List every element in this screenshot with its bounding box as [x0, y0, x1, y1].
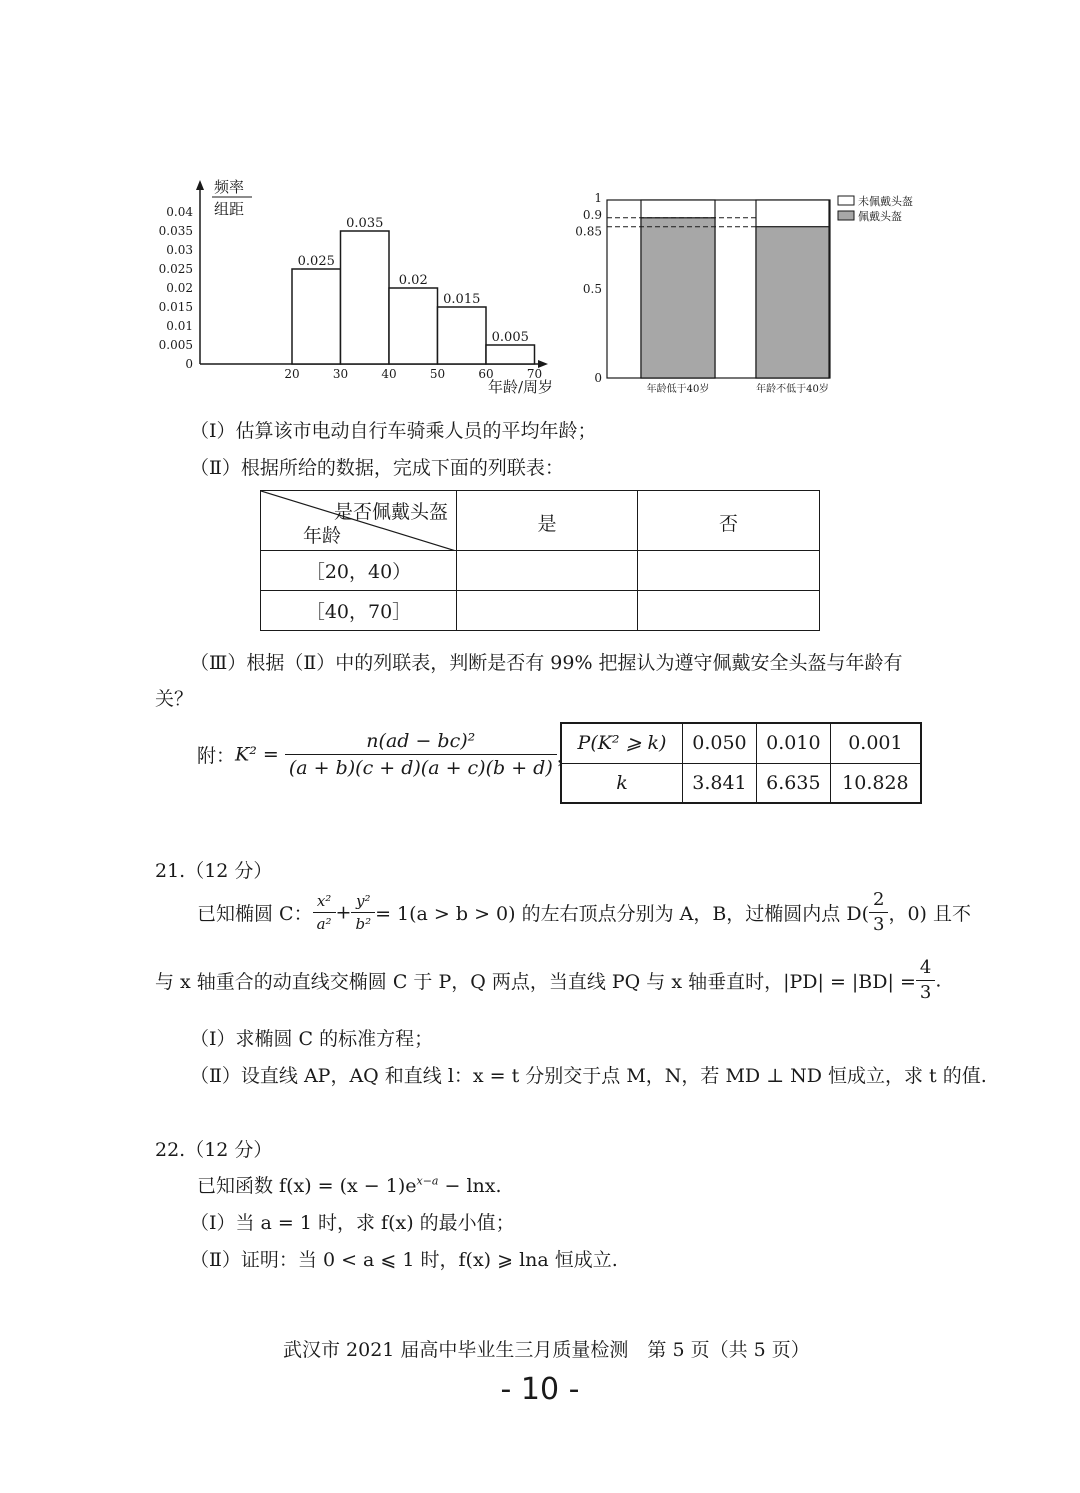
q22-part2: （Ⅱ）证明：当 0 < a ⩽ 1 时，f(x) ⩾ lna 恒成立.: [190, 1249, 618, 1271]
x-tick-label: 20: [284, 367, 300, 381]
k2-formula: [197, 730, 576, 779]
q21-line1: [197, 890, 971, 935]
frac-x2-a2: [313, 892, 336, 933]
p-label: P(K² ⩾ k): [561, 723, 683, 763]
y-tick-label: 0.02: [166, 281, 193, 295]
q22-heading: 22.（12 分）: [155, 1139, 273, 1161]
x-tick-label: 70: [526, 367, 543, 381]
y-tick-label: 0.9: [582, 207, 602, 222]
formula-lhs: K² =: [235, 743, 279, 766]
plus-sign: +: [335, 901, 352, 924]
frac-4-3: [916, 958, 935, 1003]
bar-value-label: 0.025: [297, 254, 335, 269]
y-tick-label: 0.01: [166, 319, 193, 333]
histogram-bar: [389, 288, 438, 364]
cell-empty[interactable]: [457, 591, 638, 631]
row-20-40: ［20，40）: [261, 551, 457, 591]
k-label: k: [561, 763, 683, 803]
q22-part1: （Ⅰ）当 a = 1 时，求 f(x) 的最小值；: [190, 1212, 515, 1234]
header-helmet: 是否佩戴头盔: [333, 501, 448, 523]
bar-value-label: 0.02: [398, 273, 428, 288]
page-number: - 10 -: [500, 1372, 580, 1407]
y-axis-label-top: 频率: [214, 178, 245, 196]
histogram-bar: [486, 345, 535, 364]
frac-num: y²: [351, 892, 375, 913]
bar-value-label: 0.035: [346, 216, 384, 231]
frac-num: x²: [313, 892, 336, 913]
contingency-table: [260, 490, 820, 631]
y-tick-label: 0.025: [158, 262, 193, 276]
y-tick-label: 0: [594, 371, 602, 385]
y-tick-label: 0.005: [158, 338, 193, 352]
cell-empty[interactable]: [457, 551, 638, 591]
frac-y2-b2: [351, 892, 375, 933]
histogram-bar: [292, 269, 341, 364]
q21-text: 与 x 轴重合的动直线交椭圆 C 于 P，Q 两点，当直线 PQ 与 x 轴垂直时，|PD| = |BD| =: [155, 971, 916, 993]
k-value: 6.635: [756, 763, 830, 803]
row-40-70: ［40，70］: [261, 591, 457, 631]
bar-wearing: [756, 227, 829, 378]
legend-swatch: [838, 196, 854, 205]
page-footer: 武汉市 2021 届高中毕业生三月质量检测 第 5 页（共 5 页）: [283, 1339, 810, 1361]
y-axis-label-bottom: 组距: [214, 200, 245, 218]
k-value: 10.828: [830, 763, 921, 803]
legend-label: 未佩戴头盔: [858, 195, 913, 208]
exponent: x−a: [416, 1174, 439, 1188]
y-tick-label: 0: [185, 357, 193, 371]
formula-denominator: (a + b)(c + d)(a + c)(b + d): [288, 757, 553, 779]
critical-value-table: [560, 722, 922, 804]
q21-text: = 1(a > b > 0) 的左右顶点分别为 A，B，过椭圆内点 D(: [375, 903, 869, 925]
q21-heading: 21.（12 分）: [155, 860, 273, 882]
p-value: 0.010: [756, 723, 830, 763]
q22-text: 已知函数 f(x) = (x − 1)e: [197, 1175, 417, 1197]
header-age: 年龄: [303, 525, 342, 547]
category-label: 年龄低于40岁: [646, 384, 710, 395]
col-yes: 是: [457, 491, 638, 551]
frac-den: 3: [873, 914, 885, 935]
q20-part3-line2: 关？: [155, 688, 194, 710]
y-tick-label: 1: [594, 191, 602, 205]
q22-text: − lnx.: [438, 1175, 502, 1197]
legend-swatch: [838, 211, 854, 220]
category-label: 年龄不低于40岁: [756, 384, 829, 395]
cell-empty[interactable]: [638, 551, 820, 591]
helmet-stacked-bar-chart: [575, 185, 940, 400]
q20-part1: （Ⅰ）估算该市电动自行车骑乘人员的平均年龄；: [190, 420, 597, 442]
bar-wearing: [641, 218, 715, 378]
y-tick-label: 0.035: [158, 224, 193, 238]
formula-fraction: [285, 730, 557, 779]
y-tick-label: 0.85: [575, 224, 602, 239]
x-axis-label: 年龄/周岁: [488, 378, 554, 396]
p-value: 0.050: [683, 723, 757, 763]
histogram-bar: [438, 307, 487, 364]
frac-den: a²: [316, 915, 332, 933]
y-tick-label: 0.5: [582, 282, 602, 296]
formula-numerator: n(ad − bc)²: [285, 730, 557, 755]
k-value: 3.841: [683, 763, 757, 803]
q22-line1: [197, 1171, 502, 1198]
appendix-label: 附：: [197, 745, 236, 767]
cell-empty[interactable]: [638, 591, 820, 631]
y-tick-label: 0.015: [158, 300, 193, 314]
q21-text: 已知椭圆 C：: [197, 903, 313, 925]
frac-num: 2: [869, 890, 888, 913]
q21-line2: [155, 958, 941, 1003]
p-value: 0.001: [830, 723, 921, 763]
col-no: 否: [638, 491, 820, 551]
x-tick-label: 30: [332, 367, 349, 381]
q21-part2: （Ⅱ）设直线 AP，AQ 和直线 l：x = t 分别交于点 M，N，若 MD ⊥ ND 恒成立，求 t 的值.: [190, 1065, 987, 1087]
frac-num: 4: [916, 958, 935, 981]
y-tick-label: 0.04: [166, 205, 193, 219]
y-axis-arrow: [196, 180, 204, 190]
x-tick-label: 60: [478, 367, 494, 381]
age-histogram: [150, 170, 570, 400]
formula-tail: ，: [556, 745, 576, 767]
y-tick-label: 0.03: [166, 243, 193, 257]
histogram-bar: [341, 231, 390, 364]
q21-text: ，0) 且不: [888, 903, 971, 925]
x-tick-label: 40: [381, 367, 397, 381]
legend-label: 佩戴头盔: [858, 210, 902, 223]
x-tick-label: 50: [429, 367, 446, 381]
frac-den: 3: [919, 982, 932, 1003]
frac-den: b²: [355, 915, 372, 933]
q21-part1: （Ⅰ）求椭圆 C 的标准方程；: [190, 1028, 434, 1050]
frac-2-3: [869, 890, 888, 935]
q21-text: .: [935, 969, 942, 992]
bar-value-label: 0.015: [443, 292, 481, 307]
bar-value-label: 0.005: [491, 330, 529, 345]
q20-part2: （Ⅱ）根据所给的数据，完成下面的列联表：: [190, 457, 564, 479]
q20-part3-line1: （Ⅲ）根据（Ⅱ）中的列联表，判断是否有 99% 把握认为遵守佩戴安全头盔与年龄有: [190, 652, 903, 674]
diagonal-header-cell: [261, 491, 457, 551]
